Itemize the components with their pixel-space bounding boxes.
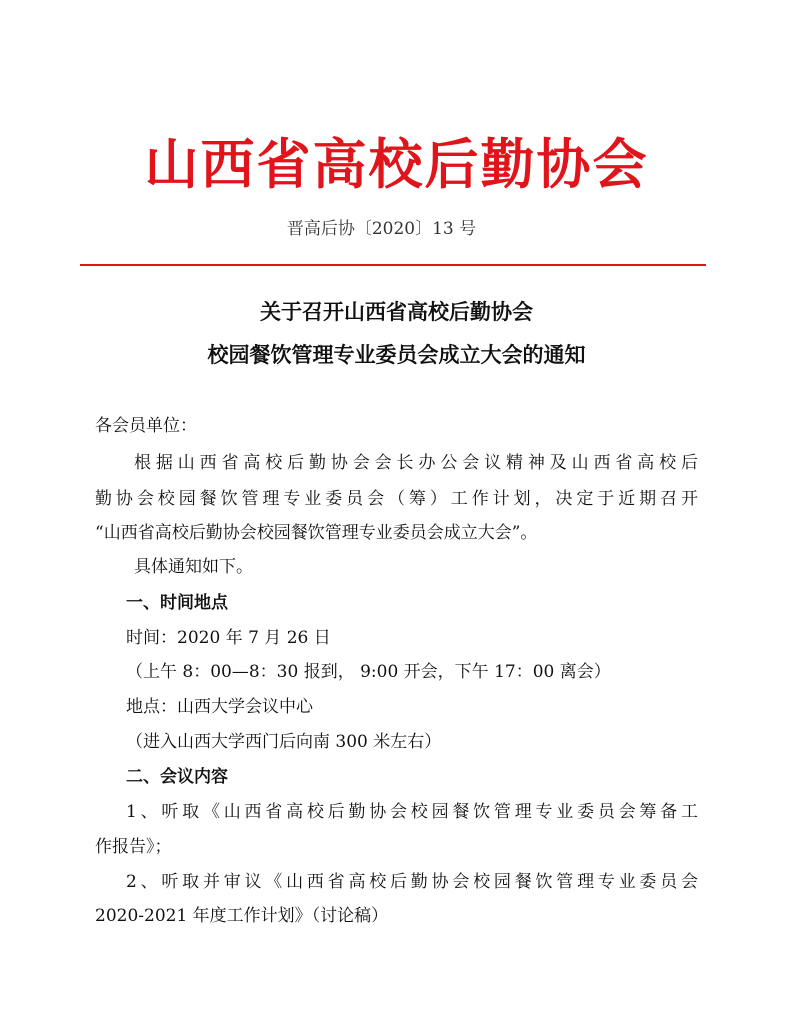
section-heading-agenda: 二、会议内容: [126, 767, 228, 787]
agenda-item-1-line-2: 作报告》；: [95, 837, 172, 857]
meeting-schedule: （上午 8：00—8：30 报到， 9:00 开会，下午 17：00 离会）: [126, 662, 611, 682]
agenda-item-2-line-1: 2、听取并审议《山西省高校后勤协会校园餐饮管理专业委员会: [126, 872, 698, 892]
meeting-location: 地点：山西大学会议中心: [126, 697, 313, 717]
document-number: 晋高后协〔2020〕13 号: [286, 219, 477, 239]
salutation: 各会员单位：: [95, 416, 197, 436]
notice-title-line-2: 校园餐饮管理专业委员会成立大会的通知: [207, 343, 586, 367]
agenda-item-2-line-2: 2020-2021 年度工作计划》（讨论稿）: [95, 906, 389, 926]
details-intro: 具体通知如下。: [134, 557, 253, 577]
location-direction: （进入山西大学西门后向南 300 米左右）: [126, 732, 442, 752]
agenda-item-1-line-1: 1、听取《山西省高校后勤协会校园餐饮管理专业委员会筹备工: [126, 802, 698, 822]
organization-title: 山西省高校后勤协会: [144, 133, 649, 196]
notice-title-line-1: 关于召开山西省高校后勤协会: [260, 300, 533, 324]
intro-line-1: 根据山西省高校后勤协会会长办公会议精神及山西省高校后: [134, 453, 698, 473]
section-heading-time-location: 一、时间地点: [126, 593, 228, 613]
intro-line-2: 勤协会校园餐饮管理专业委员会（筹）工作计划，决定于近期召开: [95, 489, 698, 509]
intro-line-3: “山西省高校后勤协会校园餐饮管理专业委员会成立大会”。: [95, 523, 538, 543]
meeting-time: 时间：2020 年 7 月 26 日: [126, 628, 331, 648]
red-divider-line: [80, 264, 706, 266]
